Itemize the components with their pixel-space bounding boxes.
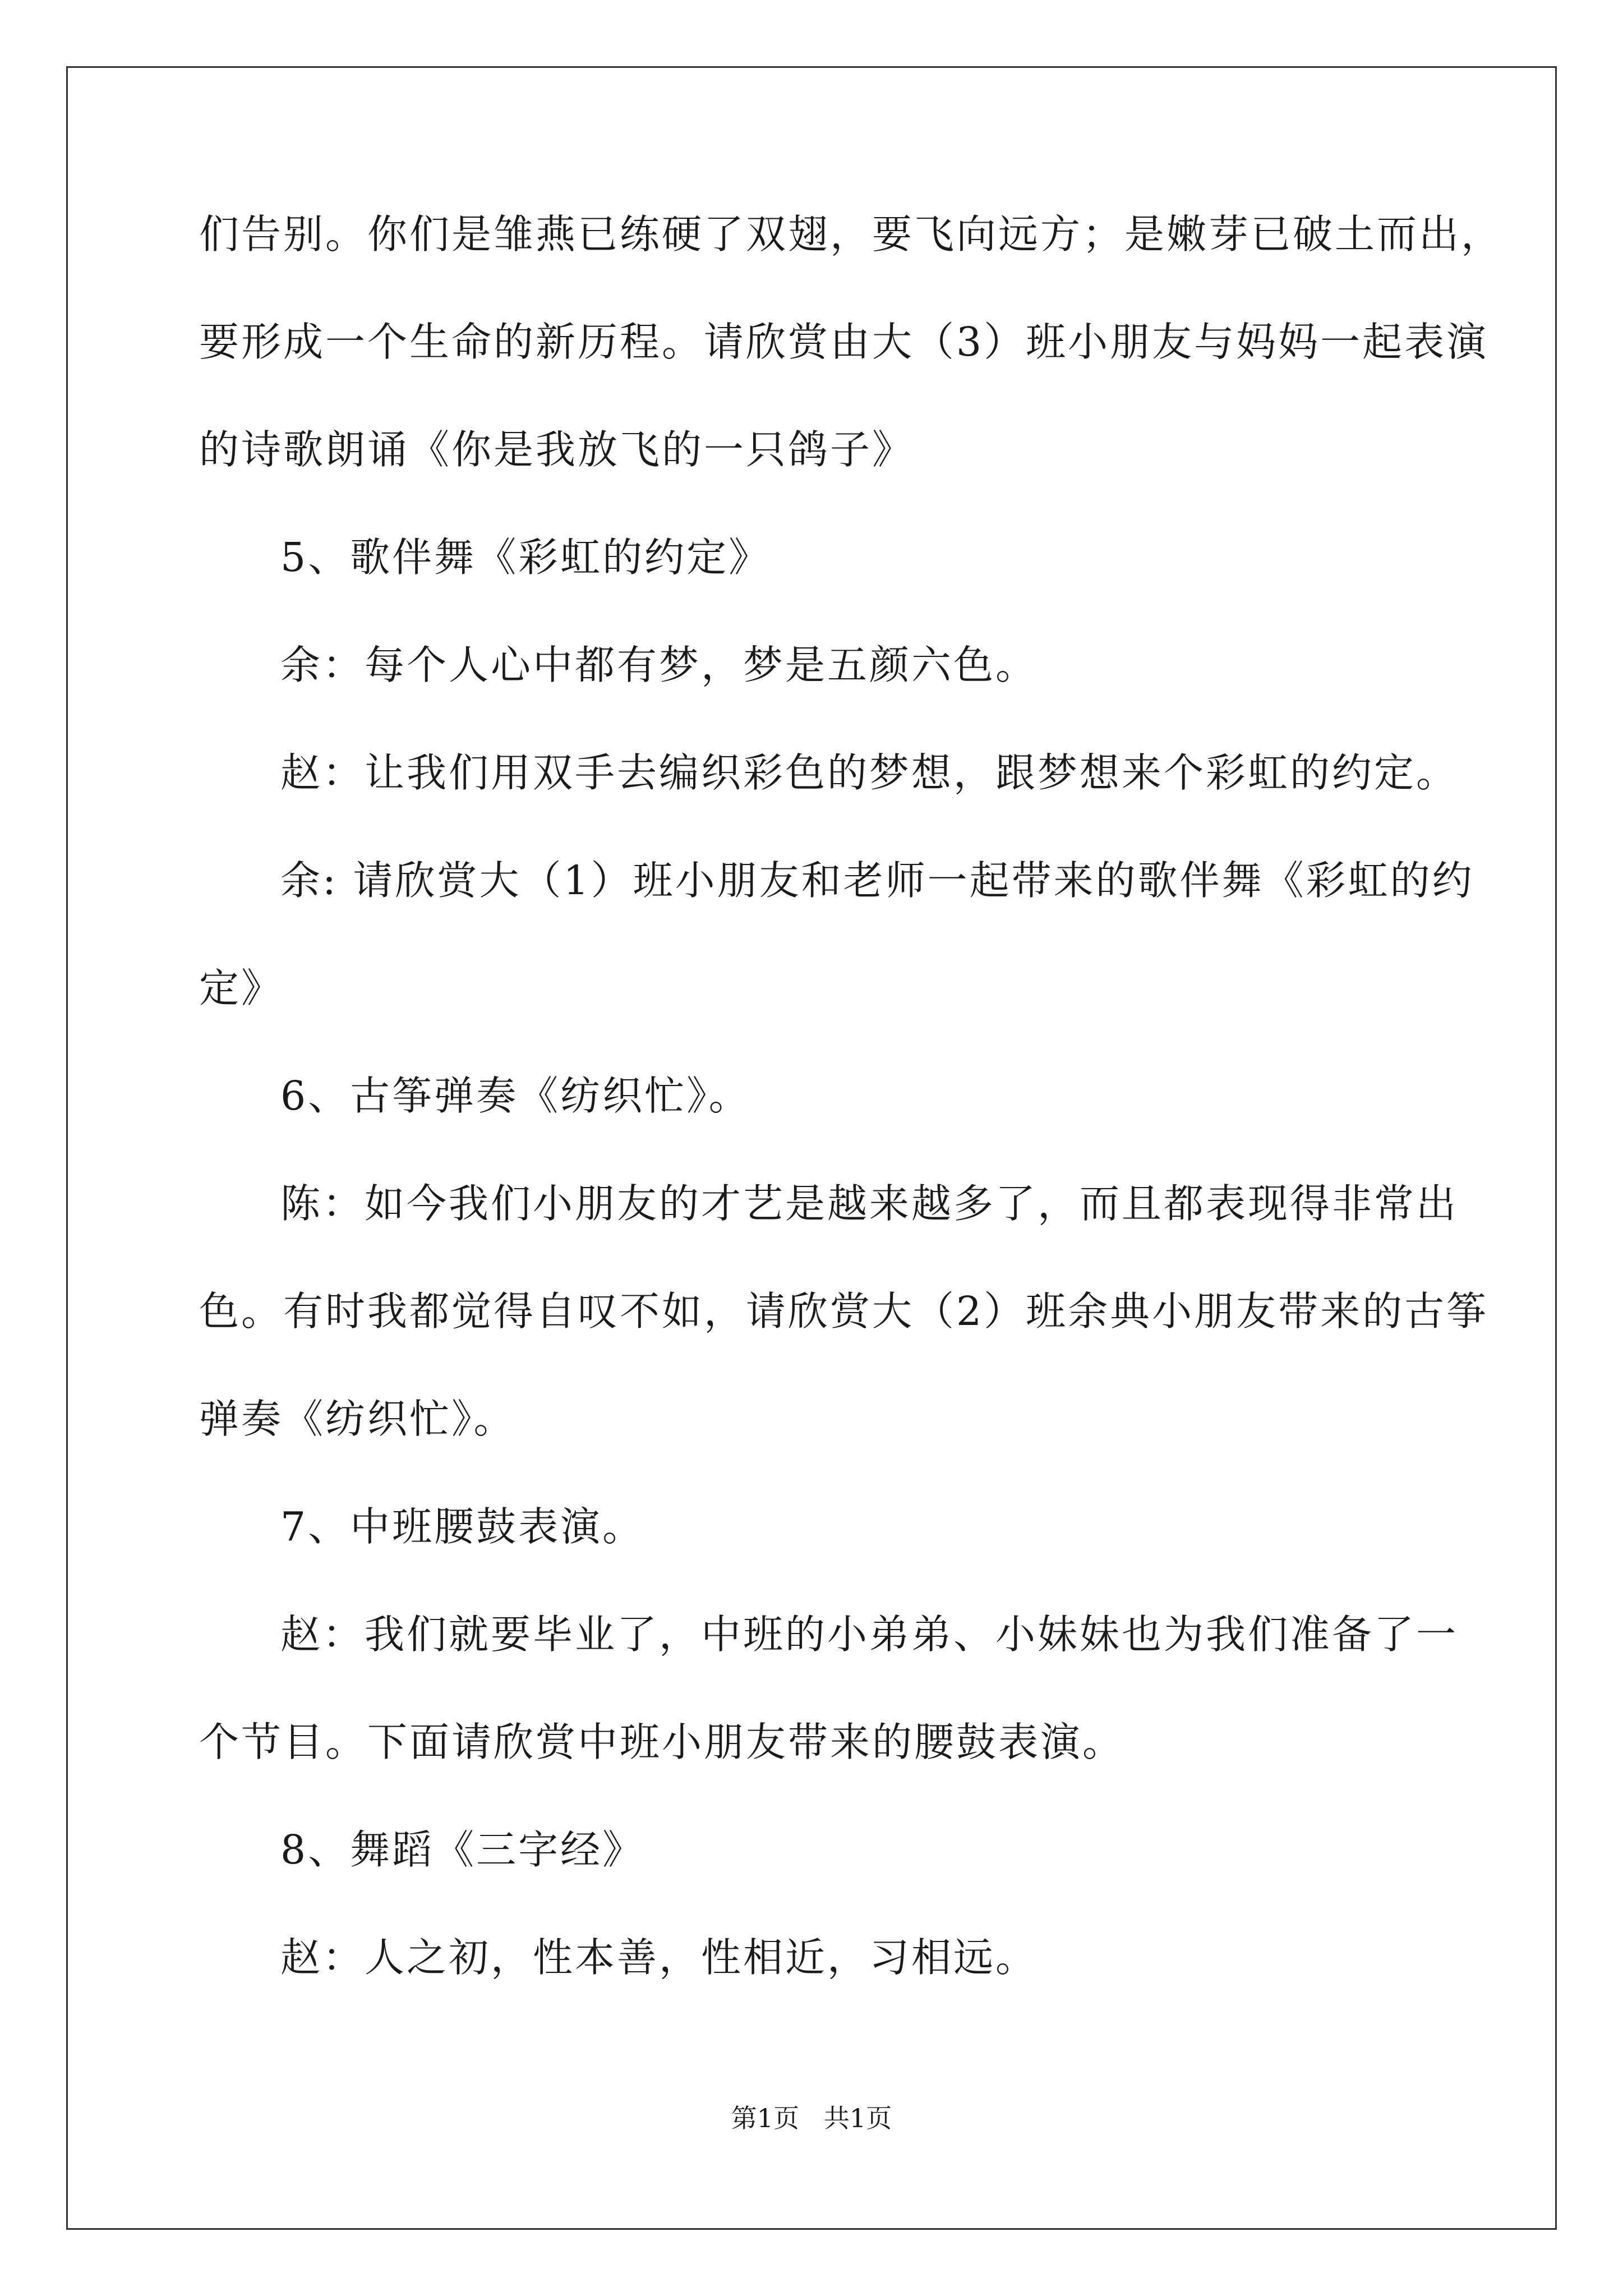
text-line: 陈：如今我们小朋友的才艺是越来越多了，而且都表现得非常出 xyxy=(280,1180,1459,1227)
text-line: 赵：让我们用双手去编织彩色的梦想，跟梦想来个彩虹的约定。 xyxy=(280,749,1459,796)
text-line: 8、舞蹈《三字经》 xyxy=(280,1826,645,1873)
text-line: 余：每个人心中都有梦，梦是五颜六色。 xyxy=(280,642,1038,688)
text-line: 定》 xyxy=(199,965,284,1011)
text-line: 们告别。你们是雏燕已练硬了双翅，要飞向远方；是嫩芽已破土而出， xyxy=(199,211,1504,257)
text-line: 赵：我们就要毕业了，中班的小弟弟、小妹妹也为我们准备了一 xyxy=(280,1611,1459,1658)
text-line: 色。有时我都觉得自叹不如，请欣赏大（2）班余典小朋友带来的古筝 xyxy=(199,1288,1489,1335)
text-line: 要形成一个生命的新历程。请欣赏由大（3）班小朋友与妈妈一起表演 xyxy=(199,319,1489,365)
text-line: 个节目。下面请欣赏中班小朋友带来的腰鼓表演。 xyxy=(199,1719,1125,1765)
text-line: 余: 请欣赏大（1）班小朋友和老师一起带来的歌伴舞《彩虹的约 xyxy=(280,857,1474,904)
text-line: 7、中班腰鼓表演。 xyxy=(280,1503,645,1550)
text-line: 的诗歌朗诵《你是我放飞的一只鸽子》 xyxy=(199,426,915,473)
text-line: 赵：人之初，性本善，性相近，习相远。 xyxy=(280,1934,1038,1981)
document-body xyxy=(199,208,1504,2039)
text-line: 弹奏《纺织忙》。 xyxy=(199,1396,516,1442)
text-line: 6、古筝弹奏《纺织忙》。 xyxy=(280,1073,751,1119)
text-line: 5、歌伴舞《彩虹的约定》 xyxy=(280,534,771,581)
page-footer: 第1页 共1页 xyxy=(731,2103,892,2133)
